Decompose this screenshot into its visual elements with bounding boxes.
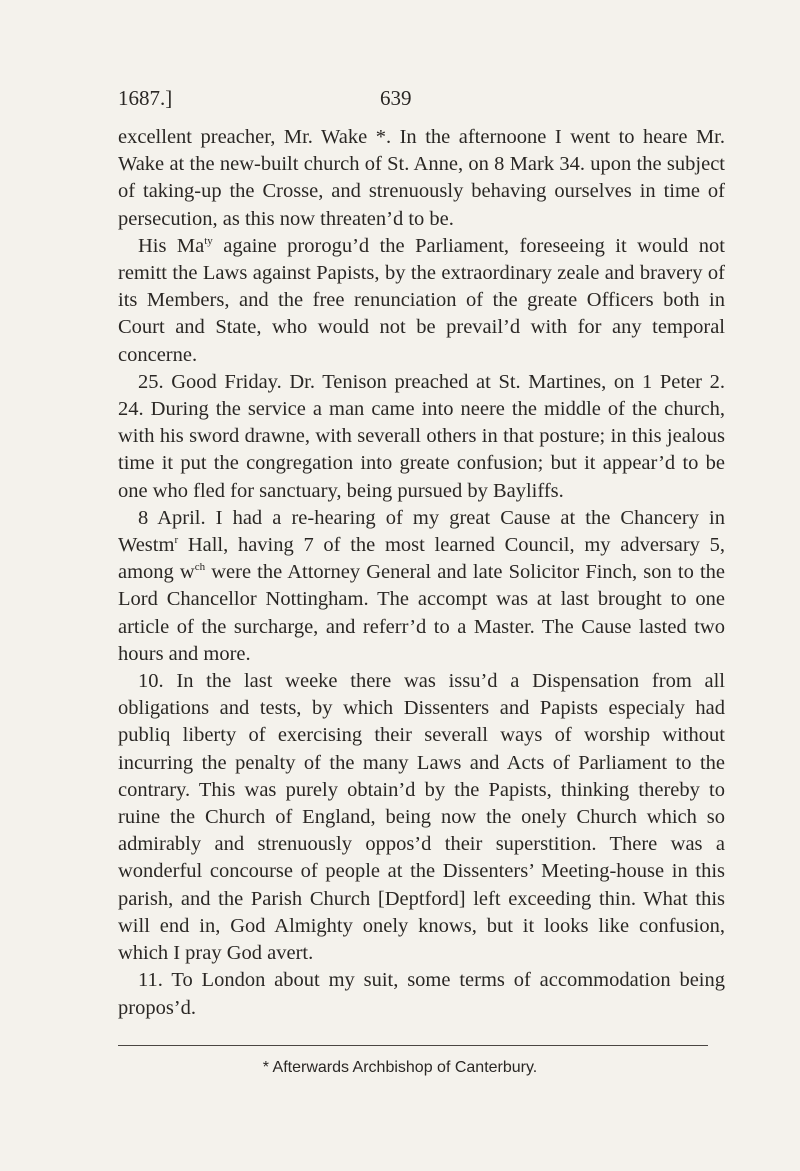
footnote-rule — [118, 1045, 708, 1046]
footnote: * Afterwards Archbishop of Canterbury. — [262, 1059, 538, 1076]
paragraph-1: excellent preacher, Mr. Wake *. In the afternoone I went to heare Mr. Wake at the new-built church of St. Anne, on 8 Mark 34. upon the subject of taking-up the Crosse, and strenuously behaving ourselves in time of persecution, as this now threaten’d to be. — [118, 126, 725, 230]
superscript-abbrev: ty — [204, 234, 213, 247]
paragraph-6: 11. To London about my suit, some terms of accommodation being propos’d. — [118, 969, 725, 1019]
paragraph-4-text-b: Hall, having 7 of the most learned Council, my adversary 5, among w — [118, 534, 725, 584]
paragraph-2-text-a: His Ma — [138, 234, 205, 257]
paragraph-4 — [118, 505, 725, 668]
page-number: 639 — [380, 86, 412, 110]
superscript-abbrev: r — [174, 534, 179, 547]
paragraph-5: 10. In the last weeke there was issu’d a Dispensation from all obligations and tests, by which Dissenters and Papists especialy had publiq liberty of exercising their severall ways of worship without incurring the penalty of the many Laws and Acts of Parliament to the contrary. This was purely obtain’d by the Papists, thinking thereby to ruine the Church of England, being now the onely Church which so admirably and strenuously oppos’d their superstition. There was a wonderful concourse of people at the Dissenters’ Meeting-house in this parish, and the Parish Church [Deptford] left exceeding thin. What this will end in, God Almighty onely knows, but it looks like confusion, which I pray God avert. — [118, 670, 725, 965]
paragraph-3: 25. Good Friday. Dr. Tenison preached at St. Martines, on 1 Peter 2. 24. During the service a man came into neere the middle of the church, with his sword drawne, with severall others in that posture; in this jealous time it put the congregation into greate confusion; but it appear’d to be one who fled for sanctuary, being pursued by Bayliffs. — [118, 370, 725, 502]
running-head-year: 1687.] — [118, 86, 173, 110]
paragraph-4-text-c: were the Attorney General and late Solicitor Finch, son to the Lord Chancellor Nottingham. The accompt was at last brought to one article of the surcharge, and referr’d to a Master. The Cause lasted two hours and more. — [118, 561, 725, 665]
paragraph-2 — [118, 233, 725, 369]
superscript-abbrev: ch — [194, 561, 206, 574]
body-text — [118, 124, 725, 1022]
running-head — [118, 86, 721, 116]
paragraph-2-text-b: againe prorogu’d the Parliament, foreseeing it would not remitt the Laws against Papists, by the extraordinary zeale and bravery of its Members, and the free renunciation of the greate Officers both in Court and State, who would not be prevail’d with for any temporal concerne. — [118, 234, 725, 366]
paragraph-4-text-a: 8 April. I had a re-hearing of my great Cause at the Chancery in Westm — [118, 506, 725, 557]
